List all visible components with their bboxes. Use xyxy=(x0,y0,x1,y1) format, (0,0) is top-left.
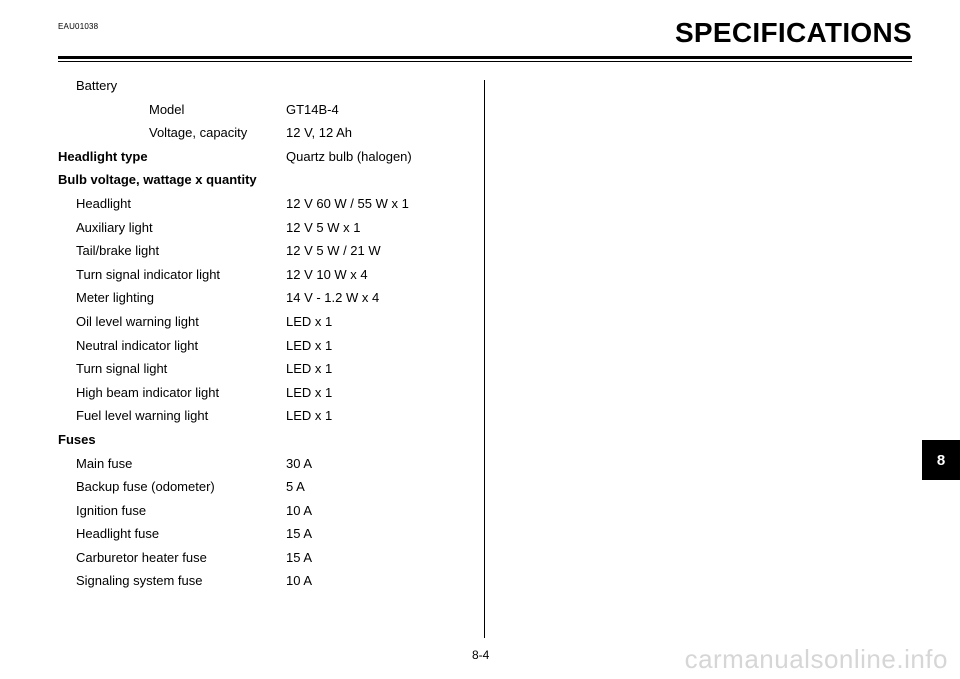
page-title: SPECIFICATIONS xyxy=(674,17,912,48)
spec-row xyxy=(58,337,478,361)
spec-list xyxy=(58,77,478,596)
spec-value: LED x 1 xyxy=(286,408,333,424)
spec-label: Meter lighting xyxy=(76,290,155,306)
spec-section-heading: Headlight type xyxy=(58,148,148,164)
spec-row xyxy=(58,549,478,573)
spec-label: Headlight xyxy=(76,195,131,211)
spec-value: Quartz bulb (halogen) xyxy=(286,148,412,164)
spec-row xyxy=(58,219,478,243)
spec-row xyxy=(58,124,478,148)
spec-row xyxy=(58,148,478,172)
page-number: 8-4 xyxy=(472,648,490,662)
spec-value: 10 A xyxy=(286,502,313,518)
spec-label: Tail/brake light xyxy=(76,243,160,259)
spec-label: Ignition fuse xyxy=(76,502,147,518)
document-code: EAU01038 xyxy=(58,22,99,31)
spec-label: Signaling system fuse xyxy=(76,573,203,589)
spec-label: Turn signal indicator light xyxy=(76,266,221,282)
chapter-tab-label: 8 xyxy=(936,451,946,469)
spec-label: Auxiliary light xyxy=(76,219,153,235)
spec-label: Neutral indicator light xyxy=(76,337,199,353)
spec-value: 12 V 60 W / 55 W x 1 xyxy=(286,195,409,211)
spec-row xyxy=(58,313,478,337)
spec-row xyxy=(58,360,478,384)
spec-row xyxy=(58,525,478,549)
spec-label: Headlight fuse xyxy=(76,526,160,542)
spec-value: 30 A xyxy=(286,455,313,471)
spec-row xyxy=(58,242,478,266)
spec-row xyxy=(58,407,478,431)
spec-value: 12 V 5 W x 1 xyxy=(286,219,361,235)
spec-row xyxy=(58,171,478,195)
spec-label: Oil level warning light xyxy=(76,313,199,329)
spec-label: Main fuse xyxy=(76,455,133,471)
spec-label: Turn signal light xyxy=(76,361,168,377)
spec-row xyxy=(58,572,478,596)
spec-value: LED x 1 xyxy=(286,361,333,377)
spec-value: 5 A xyxy=(286,479,305,495)
spec-row xyxy=(58,101,478,125)
spec-value: LED x 1 xyxy=(286,337,333,353)
spec-row xyxy=(58,455,478,479)
header-rule-thin xyxy=(58,61,912,62)
spec-label: Carburetor heater fuse xyxy=(76,549,207,565)
spec-value: 15 A xyxy=(286,549,313,565)
spec-value: 15 A xyxy=(286,526,313,542)
spec-label: Battery xyxy=(76,78,118,93)
spec-label: Model xyxy=(149,101,185,117)
spec-label: Voltage, capacity xyxy=(149,125,248,141)
column-divider xyxy=(484,80,485,638)
spec-value: 10 A xyxy=(286,573,313,589)
spec-row xyxy=(58,502,478,526)
spec-section-heading: Fuses xyxy=(58,431,96,447)
spec-value: LED x 1 xyxy=(286,313,333,329)
header-rule-thick xyxy=(58,56,912,59)
chapter-tab[interactable] xyxy=(922,440,960,480)
watermark: carmanualsonline.info xyxy=(684,644,948,674)
spec-value: LED x 1 xyxy=(286,384,333,400)
spec-section-heading: Bulb voltage, wattage x quantity xyxy=(58,172,257,188)
spec-label: Fuel level warning light xyxy=(76,408,209,424)
spec-row xyxy=(58,431,478,455)
spec-value: 12 V 10 W x 4 xyxy=(286,266,368,282)
spec-label: High beam indicator light xyxy=(76,384,220,400)
spec-value: 12 V 5 W / 21 W xyxy=(286,243,381,259)
spec-row xyxy=(58,195,478,219)
spec-row xyxy=(58,289,478,313)
spec-value: 14 V - 1.2 W x 4 xyxy=(286,290,380,306)
spec-value: 12 V, 12 Ah xyxy=(286,125,353,141)
spec-row xyxy=(58,478,478,502)
spec-row xyxy=(58,266,478,290)
spec-value: GT14B-4 xyxy=(286,101,339,117)
spec-label: Backup fuse (odometer) xyxy=(76,479,215,495)
spec-row xyxy=(58,77,478,101)
spec-row xyxy=(58,384,478,408)
